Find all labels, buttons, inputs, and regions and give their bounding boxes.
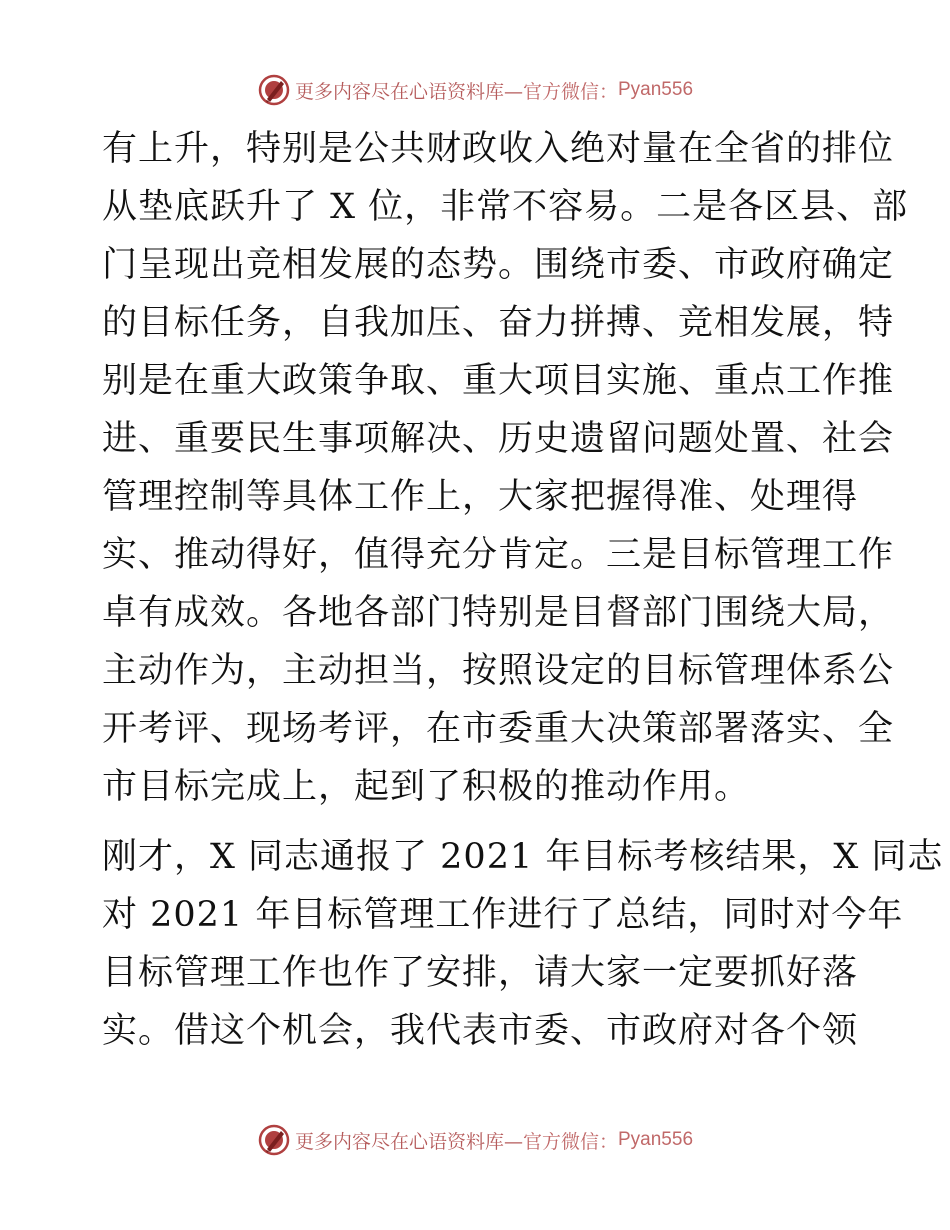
pen-seal-logo-icon [257,73,291,107]
text-line: 对 2021 年目标管理工作进行了总结，同时对今年 [102,895,904,935]
paragraph [102,120,909,816]
text-line: 实。借这个机会，我代表市委、市政府对各个领 [102,1011,859,1051]
text-line: 从垫底跃升了 X 位，非常不容易。二是各区县、部 [102,187,909,227]
text-line: 的目标任务，自我加压、奋力拼搏、竞相发展，特 [102,303,895,343]
text-line: 有上升，特别是公共财政收入绝对量在全省的排位 [102,129,895,169]
text-line: 门呈现出竞相发展的态势。围绕市委、市政府确定 [102,245,895,285]
text-line: 刚才，X 同志通报了 2021 年目标考核结果，X 同志 [102,837,944,877]
text-line: 别是在重大政策争取、重大项目实施、重点工作推 [102,361,895,401]
text-line: 实、推动得好，值得充分肯定。三是目标管理工作 [102,535,895,575]
text-line: 主动作为，主动担当，按照设定的目标管理体系公 [102,651,895,691]
text-line: 市目标完成上，起到了积极的推动作用。 [102,767,751,807]
banner-wechat-label: 官方微信： [522,1130,618,1153]
banner-wechat-id: Pyan556 [618,1129,694,1150]
text-line: 进、重要民生事项解决、历史遗留问题处置、社会 [102,419,895,459]
text-line: 卓有成效。各地各部门特别是目督部门围绕大局， [102,593,895,633]
banner-text: 更多内容尽在心语资料库— [294,1130,523,1153]
banner-text: 更多内容尽在心语资料库— [294,80,523,103]
text-line: 目标管理工作也作了安排，请大家一定要抓好落 [102,953,859,993]
banner-wechat-id: Pyan556 [618,79,694,100]
header-banner [0,70,950,110]
footer-banner [0,1120,950,1160]
banner-wechat-label: 官方微信： [522,80,618,103]
text-line: 管理控制等具体工作上，大家把握得准、处理得 [102,477,859,517]
pen-seal-logo-icon [257,1123,291,1157]
text-line: 开考评、现场考评，在市委重大决策部署落实、全 [102,709,895,749]
paragraph [102,828,944,1060]
document-body [102,120,944,1060]
